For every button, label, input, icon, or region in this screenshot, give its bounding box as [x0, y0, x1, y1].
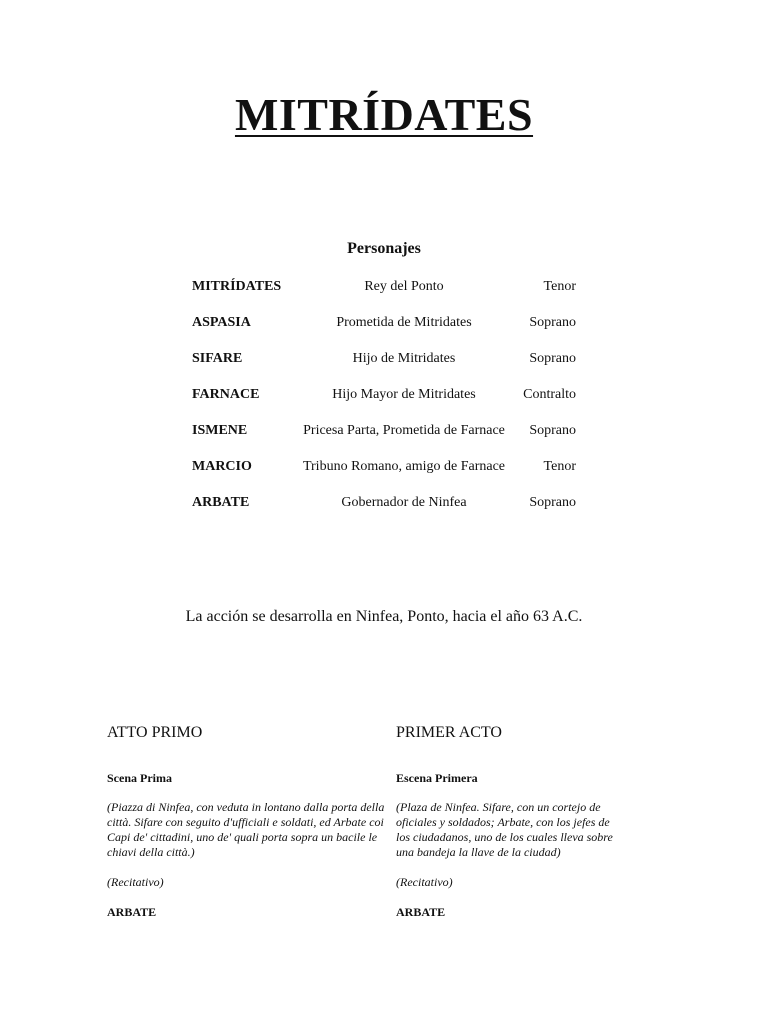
- cast-row: [192, 493, 578, 529]
- cast-voice: Tenor: [543, 279, 576, 294]
- cast-role: Pricesa Parta, Prometida de Farnace: [303, 423, 505, 438]
- speaker-italian: ARBATE: [107, 905, 157, 919]
- cast-name: MARCIO: [192, 459, 252, 474]
- italian-column: [107, 722, 387, 920]
- recitative-label-spanish: (Recitativo): [396, 875, 453, 889]
- scene-title-italian: Scena Prima: [107, 771, 172, 785]
- stage-direction-spanish: (Plaza de Ninfea. Sifare, con un cortejo de oficiales y soldados; Arbate, con los jefes de los ciudadanos, uno de los cuales lleva sobre una bandeja la llave de la ciudad): [396, 800, 613, 859]
- cast-role: Prometida de Mitridates: [336, 315, 472, 330]
- cast-voice: Contralto: [523, 387, 576, 402]
- cast-voice: Soprano: [529, 495, 576, 510]
- setting-note: La acción se desarrolla en Ninfea, Ponto, hacia el año 63 A.C.: [185, 608, 583, 625]
- cast-row: [192, 349, 578, 385]
- cast-role: Rey del Ponto: [364, 279, 444, 294]
- cast-row: [192, 457, 578, 493]
- document-title: MITRÍDATES: [234, 89, 534, 140]
- cast-name: FARNACE: [192, 387, 260, 402]
- cast-name: MITRÍDATES: [192, 279, 282, 294]
- cast-name: ARBATE: [192, 495, 250, 510]
- cast-list: [192, 277, 578, 529]
- cast-name: SIFARE: [192, 351, 243, 366]
- cast-name: ISMENE: [192, 423, 248, 438]
- cast-voice: Soprano: [529, 315, 576, 330]
- cast-row: [192, 421, 578, 457]
- cast-role: Hijo Mayor de Mitridates: [332, 387, 476, 402]
- cast-voice: Soprano: [529, 423, 576, 438]
- cast-role: Gobernador de Ninfea: [341, 495, 467, 510]
- cast-role: Hijo de Mitridates: [352, 351, 456, 366]
- act-title-spanish: PRIMER ACTO: [396, 724, 502, 741]
- cast-heading: Personajes: [347, 240, 421, 257]
- speaker-spanish: ARBATE: [396, 905, 446, 919]
- cast-voice: Tenor: [543, 459, 576, 474]
- cast-role: Tribuno Romano, amigo de Farnace: [302, 459, 506, 474]
- act-title-italian: ATTO PRIMO: [107, 724, 203, 741]
- stage-direction-italian: (Piazza di Ninfea, con veduta in lontano dalla porta della città. Sifare con seguito d'ufficiali e soldati, ed Arbate coi Capi de' cittadini, uno de' quali porta sopra un bacile le chiavi della città.): [107, 800, 385, 859]
- cast-row: [192, 385, 578, 421]
- recitative-label-italian: (Recitativo): [107, 875, 164, 889]
- cast-row: [192, 313, 578, 349]
- spanish-column: [396, 722, 626, 920]
- scene-title-spanish: Escena Primera: [396, 771, 478, 785]
- cast-name: ASPASIA: [192, 315, 251, 330]
- cast-row: [192, 277, 578, 313]
- cast-voice: Soprano: [529, 351, 576, 366]
